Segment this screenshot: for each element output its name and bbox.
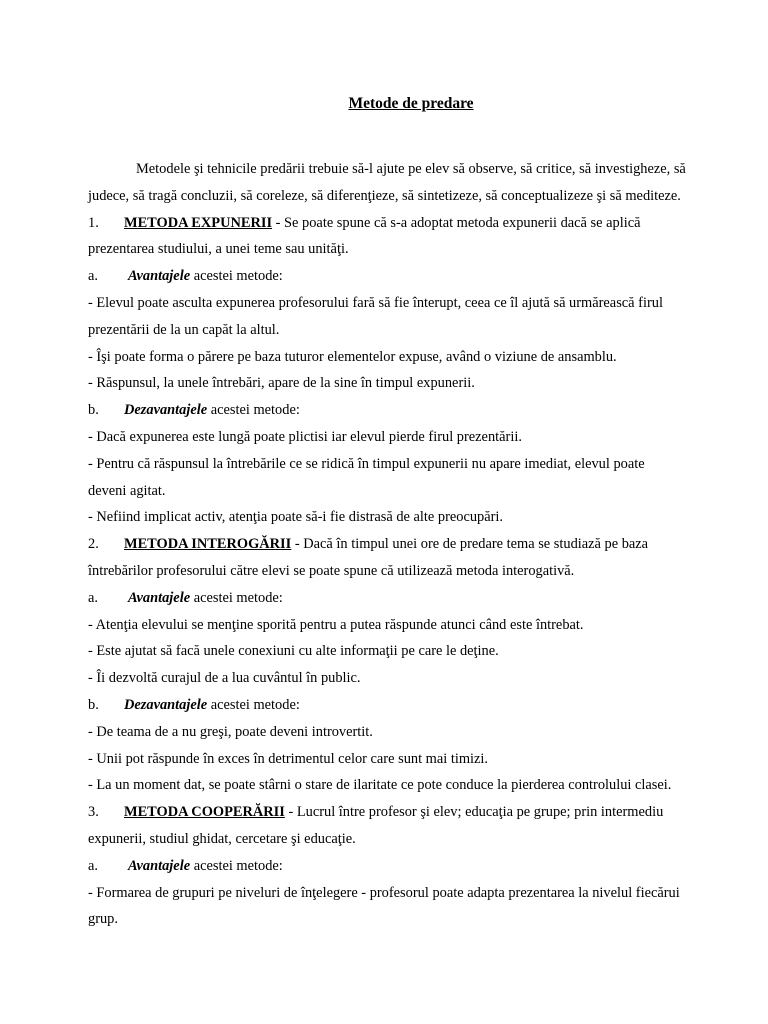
list-item: prezentării de la un capăt la altul. <box>88 321 280 338</box>
list-item: - Îşi poate forma o părere pe baza tuturor elementelor expuse, având o viziune de ansamblu. <box>88 348 617 365</box>
list-item: - Este ajutat să facă unele conexiuni cu alte informaţii pe care le deţine. <box>88 643 499 660</box>
list-item: - Nefiind implicat activ, atenţia poate să-i fie distrasă de alte preocupări. <box>88 509 504 526</box>
section-description-line: întrebărilor profesorului către elevi se poate spune că utilizează metoda interogativă. <box>88 562 575 579</box>
advantages-label: Avantajele <box>128 589 191 606</box>
disadvantages-label: Dezavantajele <box>124 402 208 419</box>
list-item: - Îi dezvoltă curajul de a lua cuvântul în public. <box>88 670 361 687</box>
section-number: 2. <box>88 536 99 553</box>
section-cooperarii <box>88 799 708 933</box>
section-description: - Lucrul între profesor şi elev; educaţia pe grupe; prin intermediu <box>284 804 664 821</box>
page-title: Metode de predare <box>348 95 474 112</box>
list-item: deveni agitat. <box>88 482 166 499</box>
section-expunerii <box>88 210 708 532</box>
section-description-line: prezentarea studiului, a unei teme sau unităţi. <box>88 241 349 258</box>
list-item: - Atenţia elevului se menţine sporită pentru a putea răspunde atunci când este întrebat. <box>88 616 584 633</box>
list-item: - Formarea de grupuri pe niveluri de înţelegere - profesorul poate adapta prezentarea la nivelul fiecărui <box>88 884 680 901</box>
list-item: - Dacă expunerea este lungă poate plictisi iar elevul pierde firul prezentării. <box>88 428 522 445</box>
section-heading: METODA COOPERĂRII <box>124 804 285 821</box>
intro-line: Metodele şi tehnicile predării trebuie să-l ajute pe elev să observe, să critice, să investigheze, să <box>136 161 686 177</box>
section-heading: METODA EXPUNERII <box>124 214 273 231</box>
intro-line: judece, să tragă concluzii, să coreleze, să diferenţieze, să sintetizeze, să conceptualizeze şi să mediteze. <box>88 187 681 204</box>
list-marker: a. <box>88 268 98 285</box>
list-item: - Răspunsul, la unele întrebări, apare de la sine în timpul expunerii. <box>88 375 475 392</box>
list-item: grup. <box>88 911 118 928</box>
advantages-heading <box>88 853 708 880</box>
disadvantages-label: Dezavantajele <box>124 696 208 713</box>
intro-paragraph <box>88 156 708 210</box>
section-heading-line <box>88 210 708 237</box>
section-description: - Se poate spune că s-a adoptat metoda expunerii dacă se aplică <box>272 214 641 231</box>
list-item: - Elevul poate asculta expunerea profesorului fară să fie înterupt, ceea ce îl ajută să urmărească firul <box>88 294 663 311</box>
section-heading-line <box>88 531 708 558</box>
section-number: 3. <box>88 804 99 821</box>
advantages-heading <box>88 585 708 612</box>
list-item: - Unii pot răspunde în exces în detrimentul celor care sunt mai timizi. <box>88 750 489 767</box>
list-marker: a. <box>88 857 98 874</box>
list-item: - La un moment dat, se poate stârni o stare de ilaritate ce pote conduce la pierderea controlului clasei. <box>88 777 672 794</box>
disadvantages-suffix: acestei metode: <box>207 402 300 419</box>
list-marker: a. <box>88 589 98 606</box>
advantages-label: Avantajele <box>128 857 191 874</box>
disadvantages-heading <box>88 397 708 424</box>
section-number: 1. <box>88 214 99 231</box>
advantages-suffix: acestei metode: <box>190 268 283 285</box>
section-heading-line <box>88 799 708 826</box>
list-item: - Pentru că răspunsul la întrebările ce se ridică în timpul expunerii nu apare imediat, elevul poate <box>88 455 645 472</box>
advantages-heading <box>88 263 708 290</box>
section-description: - Dacă în timpul unei ore de predare tema se studiază pe baza <box>291 536 649 553</box>
list-marker: b. <box>88 402 99 419</box>
section-heading: METODA INTEROGĂRII <box>124 536 292 553</box>
list-marker: b. <box>88 696 99 713</box>
section-interogarii <box>88 531 708 799</box>
disadvantages-heading <box>88 692 708 719</box>
advantages-label: Avantajele <box>128 268 191 285</box>
list-item: - De teama de a nu greşi, poate deveni introvertit. <box>88 723 373 740</box>
disadvantages-suffix: acestei metode: <box>207 696 300 713</box>
advantages-suffix: acestei metode: <box>190 857 283 874</box>
advantages-suffix: acestei metode: <box>190 589 283 606</box>
section-description-line: expunerii, studiul ghidat, cercetare şi educaţie. <box>88 830 356 847</box>
